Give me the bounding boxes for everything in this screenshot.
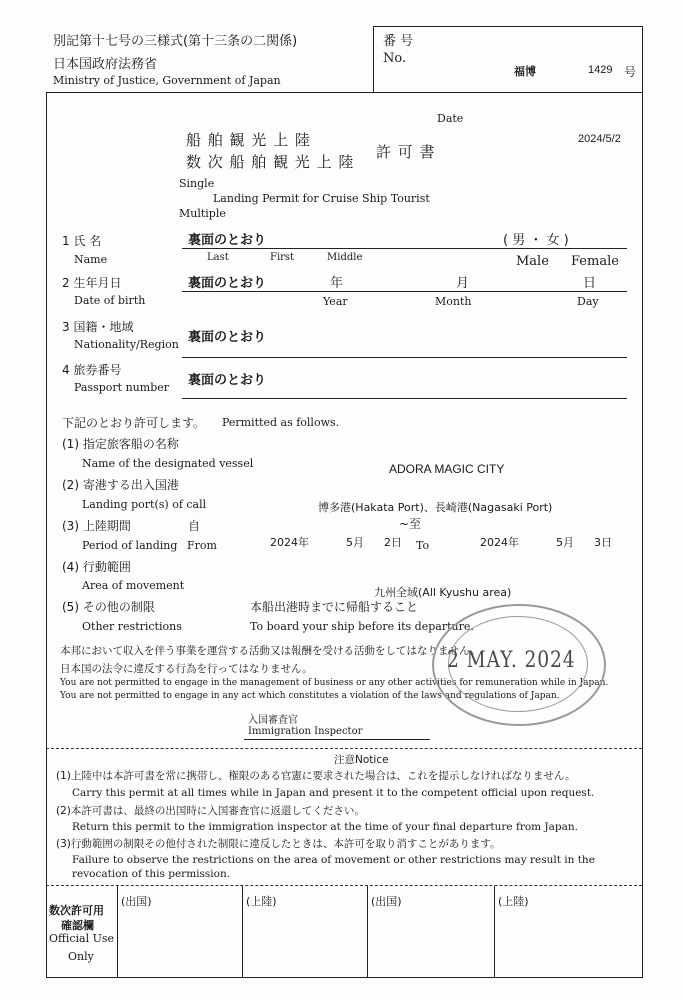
number-prefix: 福博 bbox=[514, 65, 536, 78]
official-col-1 bbox=[117, 886, 118, 977]
number-label-jp: 番 号 bbox=[383, 34, 414, 49]
name-first: First bbox=[270, 252, 295, 263]
inspector-signature-line bbox=[244, 739, 430, 740]
nationality-value: 裏面のとおり bbox=[188, 330, 267, 345]
other-value-en: To board your ship before its departure. bbox=[250, 620, 474, 633]
period-label-jp: (3) 上陸期間 bbox=[62, 519, 131, 533]
official-label-en-2: Only bbox=[68, 950, 94, 963]
title-multiple: Multiple bbox=[179, 207, 226, 220]
vessel-label-jp: (1) 指定旅客船の名称 bbox=[62, 437, 179, 451]
gender-choice: ( 男 ・ 女 ) bbox=[503, 233, 569, 248]
notice-1-jp: (1)上陸中は本許可書を常に携帯し、権限のある官憲に要求された場合は、これを提示しなければなりません。 bbox=[56, 770, 576, 782]
official-cell-landing-1: (上陸) bbox=[246, 895, 277, 908]
frame-header-bottom bbox=[46, 92, 642, 93]
passport-label-jp: 4 旅券番号 bbox=[62, 363, 122, 377]
notice-top-divider bbox=[46, 748, 642, 749]
date-label: Date bbox=[437, 112, 464, 125]
period-to-en: To bbox=[416, 539, 430, 552]
title-permit: 許 可 書 bbox=[376, 143, 436, 161]
ministry-jp: 日本国政府法務省 bbox=[53, 57, 158, 72]
warning-jp-2: 日本国の法令に違反する行為を行ってはなりません。 bbox=[60, 663, 313, 675]
warning-en-1: You are not permitted to engage in the management of business or any other activities for remuneration while in Japan. bbox=[60, 678, 609, 688]
other-value-jp: 本船出港時までに帰船すること bbox=[250, 600, 419, 614]
passport-value: 裏面のとおり bbox=[188, 373, 267, 388]
dob-label-en: Date of birth bbox=[74, 294, 146, 307]
notice-3-en-1: Failure to observe the restrictions on the area of movement or other restrictions may result in the bbox=[72, 854, 595, 866]
dob-day: Day bbox=[577, 295, 599, 308]
period-to-jp: ~至 bbox=[399, 517, 422, 531]
notice-3-en-2: revocation of this permission. bbox=[72, 868, 231, 880]
notice-1-en: Carry this permit at all times while in Japan and present it to the competent official upon request. bbox=[72, 787, 595, 799]
form-title: 別記第十七号の三様式(第十三条の二関係) bbox=[53, 34, 298, 49]
name-value: 裏面のとおり bbox=[188, 233, 267, 248]
period-to-day: 3日 bbox=[594, 536, 612, 549]
name-label-en: Name bbox=[74, 253, 108, 266]
nationality-underline bbox=[182, 357, 627, 358]
warning-jp-1: 本邦において収入を伴う事業を運営する活動又は報酬を受ける活動をしてはなりません。 bbox=[60, 645, 481, 657]
nationality-label-jp: 3 国籍・地域 bbox=[62, 320, 134, 334]
dob-month: Month bbox=[435, 295, 472, 308]
notice-heading: 注意Notice bbox=[334, 754, 389, 766]
period-from-month: 5月 bbox=[346, 536, 364, 549]
ministry-en: Ministry of Justice, Government of Japan bbox=[53, 74, 281, 87]
inspector-label-jp: 入国審査官 bbox=[248, 715, 298, 726]
period-from-year: 2024年 bbox=[270, 536, 309, 549]
frame-top-right bbox=[373, 26, 642, 27]
stamp-date: 2 MAY. 2024 bbox=[447, 648, 576, 673]
notice-bottom-divider bbox=[46, 885, 642, 886]
ports-value: 博多港(Hakata Port)、長崎港(Nagasaki Port) bbox=[318, 501, 553, 514]
number-value: 1429 bbox=[588, 64, 613, 76]
passport-underline bbox=[182, 398, 627, 399]
dob-month-jp: 月 bbox=[456, 276, 470, 291]
title-line2: 数 次 船 舶 観 光 上 陸 bbox=[186, 153, 355, 171]
gender-male: Male bbox=[516, 254, 549, 269]
notice-2-jp: (2)本許可書は、最終の出国時に入国審査官に返還してください。 bbox=[56, 805, 365, 817]
frame-number-divider bbox=[373, 26, 374, 92]
ports-label-en: Landing port(s) of call bbox=[82, 498, 207, 511]
period-from-en: From bbox=[187, 539, 217, 552]
official-col-4 bbox=[494, 886, 495, 977]
warning-en-2: You are not permitted to engage in any act which constitutes a violation of the laws and regulations of Japan. bbox=[60, 691, 560, 701]
vessel-value: ADORA MAGIC CITY bbox=[389, 462, 505, 476]
area-label-jp: (4) 行動範囲 bbox=[62, 560, 131, 574]
official-label-jp-1: 数次許可用 bbox=[49, 904, 104, 917]
dob-year: Year bbox=[323, 295, 348, 308]
title-english: Landing Permit for Cruise Ship Tourist bbox=[213, 192, 430, 205]
date-value: 2024/5/2 bbox=[578, 133, 621, 145]
ports-label-jp: (2) 寄港する出入国港 bbox=[62, 478, 179, 492]
official-col-2 bbox=[242, 886, 243, 977]
official-label-jp-2: 確認欄 bbox=[61, 919, 94, 932]
notice-2-en: Return this permit to the immigration inspector at the time of your final departure from Japan. bbox=[72, 821, 579, 833]
frame-bottom bbox=[46, 977, 642, 978]
area-label-en: Area of movement bbox=[82, 579, 185, 592]
vessel-label-en: Name of the designated vessel bbox=[82, 457, 254, 470]
other-label-en: Other restrictions bbox=[82, 620, 182, 633]
period-to-month: 5月 bbox=[556, 536, 574, 549]
official-label-en-1: Official Use bbox=[49, 932, 115, 945]
area-value: 九州全域(All Kyushu area) bbox=[374, 586, 512, 599]
other-label-jp: (5) その他の制限 bbox=[62, 600, 155, 614]
permission-heading-en: Permitted as follows. bbox=[222, 416, 340, 429]
inspector-label-en: Immigration Inspector bbox=[248, 726, 363, 737]
dob-underline bbox=[182, 291, 627, 292]
gender-female: Female bbox=[571, 254, 619, 269]
number-label-en: No. bbox=[383, 51, 407, 66]
frame-left bbox=[46, 92, 47, 978]
name-label-jp: 1 氏 名 bbox=[62, 234, 102, 248]
number-suffix: 号 bbox=[624, 65, 637, 79]
nationality-label-en: Nationality/Region bbox=[74, 338, 179, 351]
period-to-year: 2024年 bbox=[480, 536, 519, 549]
permission-heading-jp: 下記のとおり許可します。 bbox=[62, 416, 206, 430]
period-from-jp: 自 bbox=[188, 519, 201, 533]
title-single: Single bbox=[179, 177, 215, 190]
period-from-day: 2日 bbox=[384, 536, 402, 549]
dob-label-jp: 2 生年月日 bbox=[62, 276, 122, 290]
official-cell-departure-2: (出国) bbox=[371, 895, 402, 908]
notice-3-jp: (3)行動範囲の制限その他付された制限に違反したときは、本許可を取り消すことがあります。 bbox=[56, 838, 501, 850]
title-line1: 船 舶 観 光 上 陸 bbox=[186, 131, 311, 149]
official-cell-departure-1: (出国) bbox=[121, 895, 152, 908]
dob-day-jp: 日 bbox=[583, 276, 597, 291]
official-cell-landing-2: (上陸) bbox=[498, 895, 529, 908]
passport-label-en: Passport number bbox=[74, 381, 170, 394]
name-last: Last bbox=[207, 252, 229, 263]
dob-value: 裏面のとおり bbox=[188, 276, 267, 291]
name-middle: Middle bbox=[327, 252, 363, 263]
official-col-3 bbox=[367, 886, 368, 977]
period-label-en: Period of landing bbox=[82, 539, 178, 552]
dob-year-jp: 年 bbox=[330, 276, 344, 291]
name-underline bbox=[182, 248, 627, 249]
frame-right bbox=[642, 26, 643, 978]
